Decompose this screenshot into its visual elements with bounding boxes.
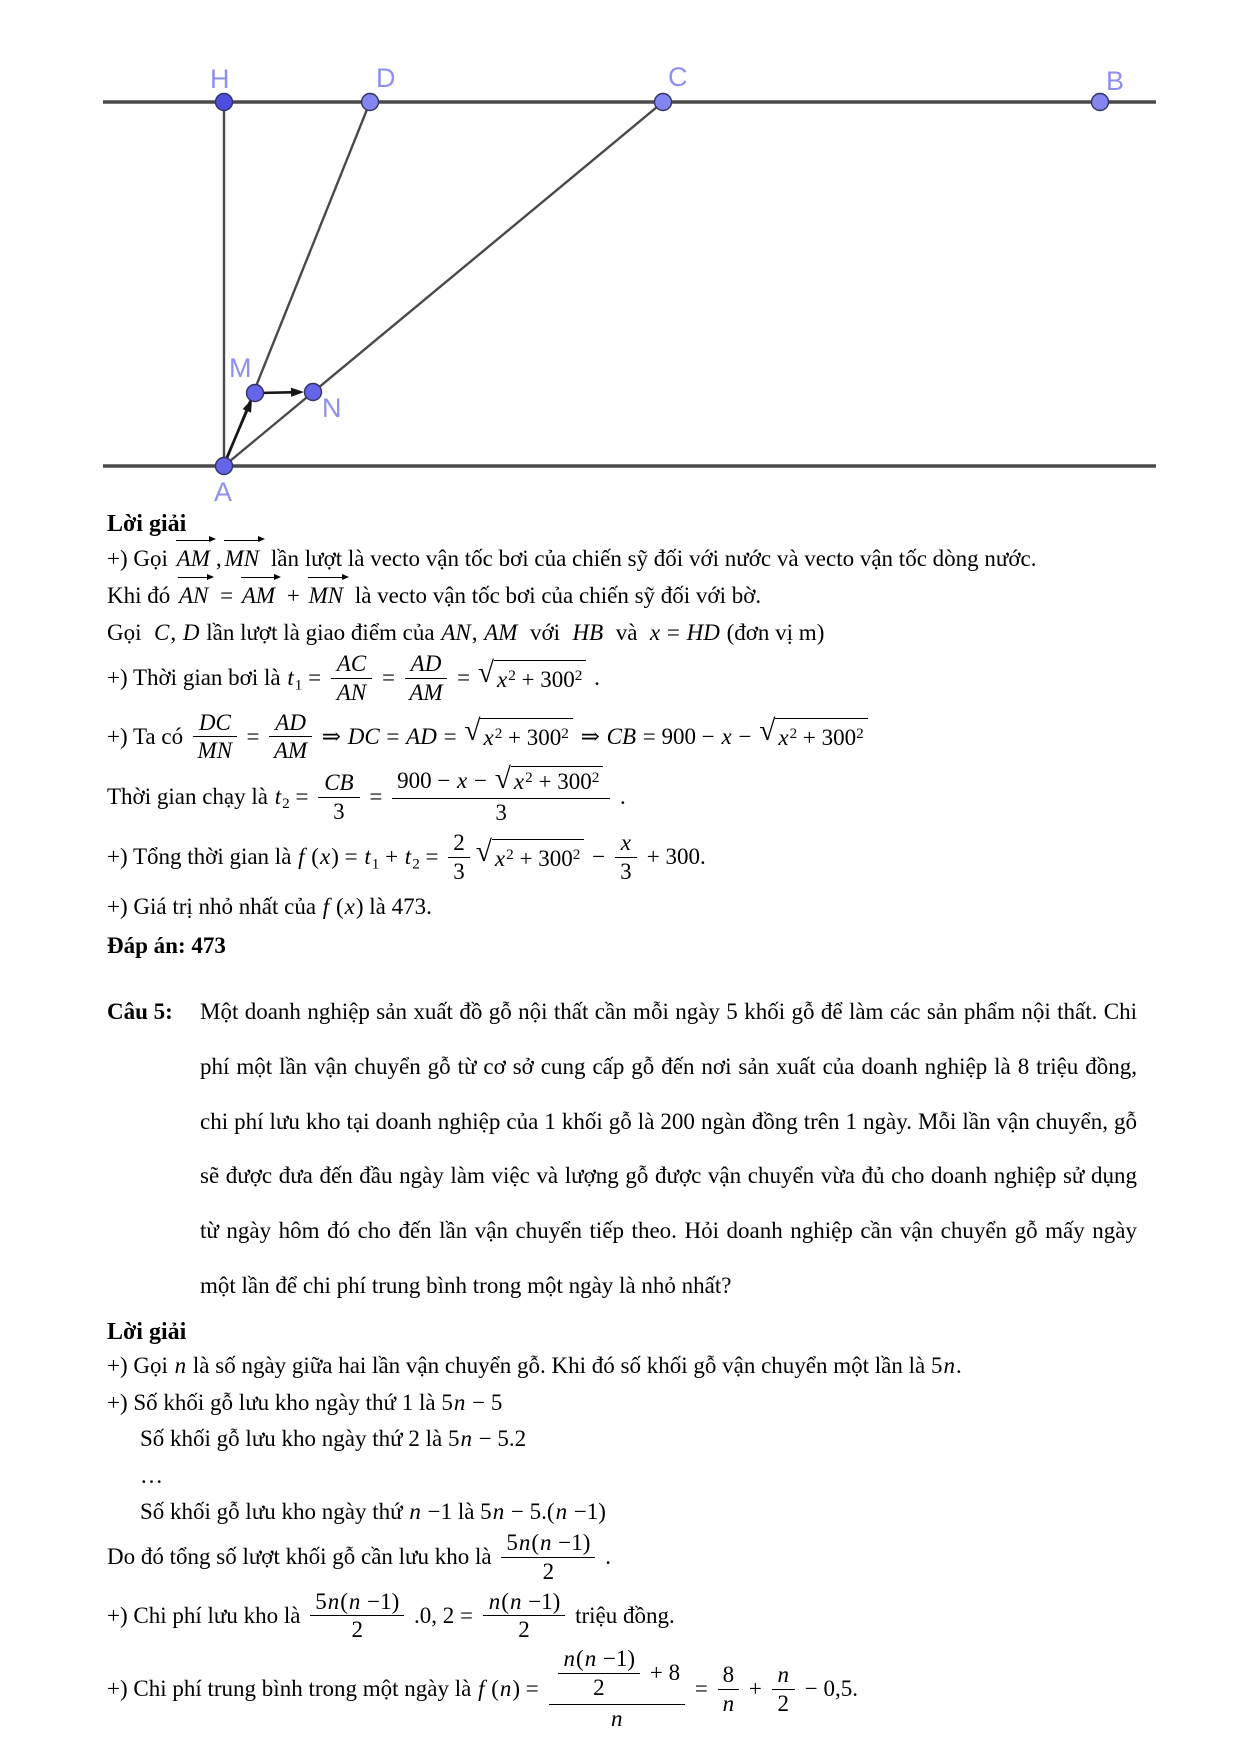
fraction	[310, 1588, 404, 1644]
radical	[494, 763, 604, 796]
text-run: .0, 2 =	[408, 1602, 479, 1628]
fraction	[772, 1661, 796, 1717]
subscript: 1	[294, 676, 303, 694]
fraction-numerator	[310, 1588, 404, 1617]
text-run: −1)	[568, 1498, 606, 1524]
math-italic: x	[778, 725, 789, 751]
math-italic: f	[298, 844, 305, 870]
math-italic: AC	[336, 651, 367, 677]
math-italic: t	[404, 844, 412, 870]
text-run: lần lượt là vecto vận tốc bơi của chiến sỹ đối với nước và vecto vận tốc dòng nước.	[265, 546, 1037, 571]
point-label-D: D	[376, 63, 396, 93]
math-italic: t	[274, 783, 282, 809]
text-run: +	[743, 1676, 768, 1702]
fraction	[269, 709, 312, 765]
text-run: (	[576, 1646, 584, 1672]
text-run: 3	[495, 800, 507, 826]
math-italic: x	[649, 619, 661, 645]
math-italic: t	[287, 665, 294, 691]
fraction-denominator	[772, 1690, 796, 1717]
fraction-numerator	[193, 709, 237, 738]
radical-body	[492, 839, 584, 875]
solution-line	[140, 1422, 1137, 1455]
math-italic: AN	[336, 679, 367, 705]
fraction	[615, 829, 637, 885]
math-italic: MN	[197, 738, 233, 764]
radical-sign: √	[477, 656, 494, 689]
fraction	[318, 769, 359, 825]
point-label-A: A	[214, 477, 233, 507]
text-run: ⇒	[315, 723, 347, 749]
text-run: là số ngày giữa hai lần vận chuyển gỗ. Khi đó số khối gỗ vận chuyển một lần là 5	[187, 1353, 943, 1379]
fraction-denominator	[448, 858, 470, 885]
point-C	[655, 94, 672, 111]
math-italic: n	[943, 1353, 955, 1379]
fraction-denominator	[558, 1674, 641, 1701]
math-italic: AD	[410, 651, 442, 677]
superscript: 2	[525, 769, 533, 787]
fraction-numerator	[558, 1645, 641, 1674]
fraction-denominator	[405, 679, 448, 706]
math-italic: n	[540, 1530, 552, 1556]
text-run: = 900 −	[637, 723, 721, 749]
math-italic: AD	[406, 723, 437, 749]
solution-line	[140, 1459, 1137, 1492]
radical-body	[494, 660, 586, 696]
fraction-denominator	[483, 1616, 566, 1643]
text-run: 2	[542, 1558, 555, 1584]
solution2-heading: Lời giải	[107, 1319, 187, 1346]
math-italic: x	[721, 723, 732, 749]
text-run: −	[732, 723, 758, 749]
radical-sign: √	[494, 763, 511, 796]
problem5-label: Câu 5:	[107, 999, 173, 1025]
math-italic: CB	[606, 723, 637, 749]
fraction-numerator	[483, 1588, 566, 1617]
vector-symbol: MN	[308, 578, 347, 612]
fraction	[483, 1588, 566, 1644]
text-run: =	[419, 844, 445, 870]
text-run: ⇒	[574, 723, 606, 749]
math-italic: t	[364, 844, 371, 870]
subscript: 1	[371, 855, 380, 873]
fraction	[405, 650, 448, 706]
text-run: (	[305, 844, 319, 870]
math-italic: n	[777, 1662, 790, 1688]
math-italic: HD	[686, 619, 720, 645]
radical-body	[775, 718, 867, 754]
problem5	[107, 985, 1137, 1313]
document-body	[0, 511, 1241, 1733]
radical	[464, 715, 573, 754]
text-run: −1 là 5	[421, 1498, 492, 1524]
fraction-numerator	[405, 650, 448, 679]
text-run: (	[340, 1588, 348, 1614]
math-italic: n	[453, 1389, 466, 1415]
radical-sign: √	[759, 715, 776, 748]
superscript: 2	[561, 725, 569, 743]
solution-line	[107, 1386, 1137, 1419]
text-run: Khi đó	[107, 583, 176, 609]
text-run: Gọi	[107, 619, 153, 645]
text-run: 8	[722, 1662, 735, 1688]
point-B	[1092, 94, 1109, 111]
fraction-numerator	[269, 709, 312, 738]
text-run: 2	[777, 1690, 790, 1716]
text-run: + 300	[797, 725, 857, 751]
geometry-diagram	[0, 0, 1241, 507]
text-run: .	[599, 1544, 611, 1570]
radical	[475, 835, 585, 875]
text-run: Do đó tổng số lượt khối gỗ cần lưu kho là	[107, 1544, 498, 1570]
fraction	[549, 1646, 686, 1731]
text-run: lần lượt là giao điểm của	[200, 619, 441, 645]
solution-line	[107, 890, 1137, 923]
text-run: (đơn vị m)	[720, 619, 825, 645]
solution-line	[107, 652, 1137, 708]
text-run: .	[588, 665, 600, 691]
fraction-denominator	[193, 737, 237, 764]
text-run: −1)	[552, 1530, 591, 1556]
fraction	[448, 829, 470, 885]
math-italic: x	[319, 844, 331, 870]
text-run: +) Tổng thời gian là	[107, 844, 298, 870]
superscript: 2	[572, 845, 581, 863]
fraction-numerator	[718, 1661, 740, 1690]
superscript: 2	[508, 666, 516, 684]
text-run: và	[604, 619, 649, 645]
text-run: −	[586, 844, 611, 870]
solution-line	[107, 1349, 1137, 1382]
diagram-line	[224, 102, 663, 466]
text-run: −1)	[361, 1588, 400, 1614]
text-run: +) Gọi	[107, 546, 174, 571]
radical-body	[480, 718, 572, 754]
text-run: (	[330, 893, 344, 919]
text-run: Thời gian chạy là	[107, 783, 274, 809]
text-run: =	[363, 783, 389, 809]
text-run: − 5.2	[472, 1426, 527, 1452]
solution-line	[107, 831, 1137, 887]
superscript: 2	[494, 725, 503, 743]
superscript: 2	[789, 725, 798, 743]
math-italic: f	[478, 1676, 485, 1702]
text-run: +) Gọi	[107, 1353, 174, 1379]
text-run: Số khối gỗ lưu kho ngày thứ	[140, 1498, 409, 1524]
math-italic: n	[499, 1676, 512, 1702]
text-run: =	[240, 723, 266, 749]
vector-symbol: MN	[224, 541, 263, 575]
text-run: triệu đồng.	[569, 1602, 675, 1628]
solution2-lines	[107, 1349, 1137, 1733]
text-run: 5	[315, 1588, 327, 1614]
math-italic: n	[518, 1530, 531, 1556]
radical-body	[511, 766, 603, 795]
math-italic: x	[620, 830, 632, 856]
text-run: .	[614, 783, 626, 809]
problem5-text: Một doanh nghiệp sản xuất đồ gỗ nội thất cần mỗi ngày 5 khối gỗ để làm các sản phẩm nội thất. Chi phí một lần vận chuyển gỗ từ cơ sở cung cấp gỗ đến nơi sản xuất của doanh nghiệp là 8 triệu đồng, chi phí lưu kho tại doanh nghiệp của 1 khối gỗ là 200 ngàn đồng trên 1 ngày. Mỗi lần vận chuyển, gỗ sẽ được đưa đến đầu ngày làm việc và lượng gỗ được vận chuyển vừa đủ cho doanh nghiệp sử dụng từ ngày hôm đó cho đến lần vận chuyển tiếp theo. Hỏi doanh nghiệp cần vận chuyển gỗ mấy ngày một lần để chi phí trung bình trong một ngày là nhỏ nhất?	[200, 999, 1137, 1298]
math-italic: AM	[273, 738, 308, 764]
text-run: (	[485, 1676, 499, 1702]
solution-line	[107, 711, 1137, 767]
math-italic: f	[322, 893, 330, 919]
text-run: 5	[506, 1530, 518, 1556]
math-italic: n	[555, 1498, 568, 1524]
vector-symbol: AM	[241, 578, 278, 612]
fraction-denominator	[501, 1558, 595, 1585]
math-italic: n	[722, 1690, 735, 1716]
solution-line	[107, 578, 1137, 612]
point-M	[247, 385, 264, 402]
text-run: +) Ta có	[107, 723, 189, 749]
solution1-heading: Lời giải	[107, 511, 187, 537]
text-run: +	[281, 583, 306, 609]
fraction-numerator	[448, 829, 470, 858]
fraction-denominator	[310, 1616, 404, 1643]
math-italic: x	[483, 725, 494, 751]
text-run: ,	[215, 546, 222, 571]
text-run: ) =	[512, 1676, 545, 1702]
text-run: ) là 473.	[355, 893, 432, 919]
text-run: +) Số khối gỗ lưu kho ngày thứ 1 là 5	[107, 1389, 453, 1415]
text-run: +) Chi phí trung bình trong một ngày là	[107, 1676, 478, 1702]
fraction-numerator	[392, 763, 610, 799]
superscript: 2	[591, 769, 600, 787]
radical	[759, 715, 868, 754]
solution-line	[107, 1648, 1137, 1733]
fraction-numerator	[331, 650, 372, 679]
fraction	[331, 650, 372, 706]
fraction-numerator	[501, 1529, 595, 1558]
math-italic: n	[492, 1498, 505, 1524]
point-label-C: C	[668, 62, 688, 92]
radical-sign: √	[475, 835, 492, 868]
solution-line	[140, 1495, 1137, 1528]
text-run: +) Thời gian bơi là	[107, 665, 287, 691]
text-run: + 8	[644, 1660, 681, 1686]
fraction-denominator	[615, 858, 637, 885]
text-run: 2	[453, 830, 465, 856]
text-run: 2	[593, 1674, 605, 1700]
solution-line	[107, 1531, 1137, 1587]
math-italic: AM	[409, 679, 443, 705]
point-H	[216, 94, 233, 111]
superscript: 2	[506, 845, 514, 863]
text-run: 3	[453, 858, 465, 884]
text-run: − 5.(	[505, 1498, 555, 1524]
solution1-lines	[107, 541, 1137, 923]
vector-symbol: AM	[176, 541, 213, 575]
fraction-denominator	[392, 799, 610, 826]
fraction-denominator	[331, 679, 372, 706]
point-label-H: H	[210, 64, 230, 94]
text-run: + 300.	[641, 844, 706, 870]
math-italic: x	[513, 769, 525, 795]
math-italic: DC	[198, 709, 231, 735]
text-run: =	[289, 783, 315, 809]
math-italic: AD	[275, 709, 306, 735]
math-italic: D	[182, 619, 200, 645]
text-run: =	[376, 665, 401, 691]
radical-sign: √	[464, 715, 481, 748]
point-A	[216, 458, 233, 475]
text-run: =	[689, 1676, 714, 1702]
math-italic: CB	[324, 769, 354, 795]
math-italic: AM	[484, 619, 518, 645]
math-italic: n	[563, 1646, 576, 1672]
text-run: −	[468, 768, 493, 794]
fraction-numerator	[549, 1646, 686, 1705]
math-italic: AN	[441, 619, 471, 645]
text-run: −1)	[522, 1588, 561, 1614]
text-run: − 0,5.	[799, 1676, 859, 1702]
vector-symbol: AN	[178, 578, 211, 612]
text-run: …	[140, 1462, 163, 1488]
text-run: ,	[471, 619, 484, 645]
text-run: ,	[170, 619, 182, 645]
text-run: =	[437, 723, 463, 749]
solution-line	[107, 763, 1137, 828]
text-run: (	[531, 1530, 540, 1556]
math-italic: DC	[347, 723, 380, 749]
math-italic: x	[494, 845, 506, 871]
subscript: 2	[412, 855, 420, 873]
fraction	[193, 709, 237, 765]
text-run: −1)	[597, 1646, 636, 1672]
math-italic: n	[611, 1705, 623, 1731]
text-run: (	[501, 1588, 509, 1614]
fraction-denominator	[718, 1690, 740, 1717]
solution-line	[107, 1590, 1137, 1646]
math-italic: n	[348, 1588, 361, 1614]
solution-line	[107, 616, 1137, 649]
superscript: 2	[574, 666, 583, 684]
math-italic: n	[488, 1588, 501, 1614]
point-label-B: B	[1106, 66, 1125, 96]
math-italic: x	[457, 768, 468, 794]
text-run: 900 −	[397, 768, 457, 794]
text-run: 3	[333, 798, 345, 824]
vector-arrowhead	[291, 388, 304, 397]
fraction-denominator	[549, 1705, 686, 1732]
math-italic: n	[409, 1498, 421, 1524]
text-run: =	[451, 665, 476, 691]
math-italic: n	[327, 1588, 340, 1614]
fraction-numerator	[772, 1661, 796, 1690]
text-run: =	[380, 723, 406, 749]
math-italic: C	[154, 619, 170, 645]
superscript: 2	[856, 725, 864, 743]
text-run: 2	[518, 1617, 530, 1643]
text-run: + 300	[532, 769, 592, 795]
point-label-M: M	[229, 353, 252, 383]
radical	[477, 656, 587, 696]
math-italic: HB	[572, 619, 604, 645]
text-run: +) Chi phí lưu kho là	[107, 1602, 307, 1628]
text-run: với	[518, 619, 572, 645]
point-D	[362, 94, 379, 111]
fraction-denominator	[269, 737, 312, 764]
fraction-numerator	[615, 829, 637, 858]
solution-line	[107, 541, 1137, 575]
text-run: =	[302, 665, 327, 691]
text-run: =	[661, 619, 686, 645]
math-italic: n	[460, 1426, 472, 1452]
subscript: 2	[282, 795, 290, 813]
text-run: +	[379, 844, 404, 870]
fraction-denominator	[318, 798, 359, 825]
point-N	[305, 384, 322, 401]
text-run: 2	[351, 1617, 363, 1643]
text-run: .	[955, 1353, 962, 1379]
text-run: ) =	[331, 844, 364, 870]
fraction	[558, 1645, 641, 1701]
text-run: + 300	[502, 725, 562, 751]
math-italic: n	[584, 1646, 597, 1672]
math-italic: x	[344, 893, 355, 919]
text-run: Số khối gỗ lưu kho ngày thứ 2 là 5	[140, 1426, 460, 1452]
point-label-N: N	[322, 393, 342, 423]
fraction-numerator	[318, 769, 359, 798]
fraction	[501, 1529, 595, 1585]
text-run: là vecto vận tốc bơi của chiến sỹ đối với bờ.	[349, 583, 762, 609]
math-italic: n	[174, 1353, 187, 1379]
fraction	[392, 763, 610, 826]
math-italic: n	[509, 1588, 522, 1614]
text-run: + 300	[515, 666, 575, 692]
text-run: + 300	[513, 845, 573, 871]
fraction	[718, 1661, 740, 1717]
text-run: − 5	[466, 1389, 503, 1415]
text-run: =	[214, 583, 239, 609]
text-run: +) Giá trị nhỏ nhất của	[107, 893, 322, 919]
math-italic: x	[496, 666, 508, 692]
text-run: 3	[620, 858, 632, 884]
answer-text: Đáp án: 473	[107, 933, 226, 959]
